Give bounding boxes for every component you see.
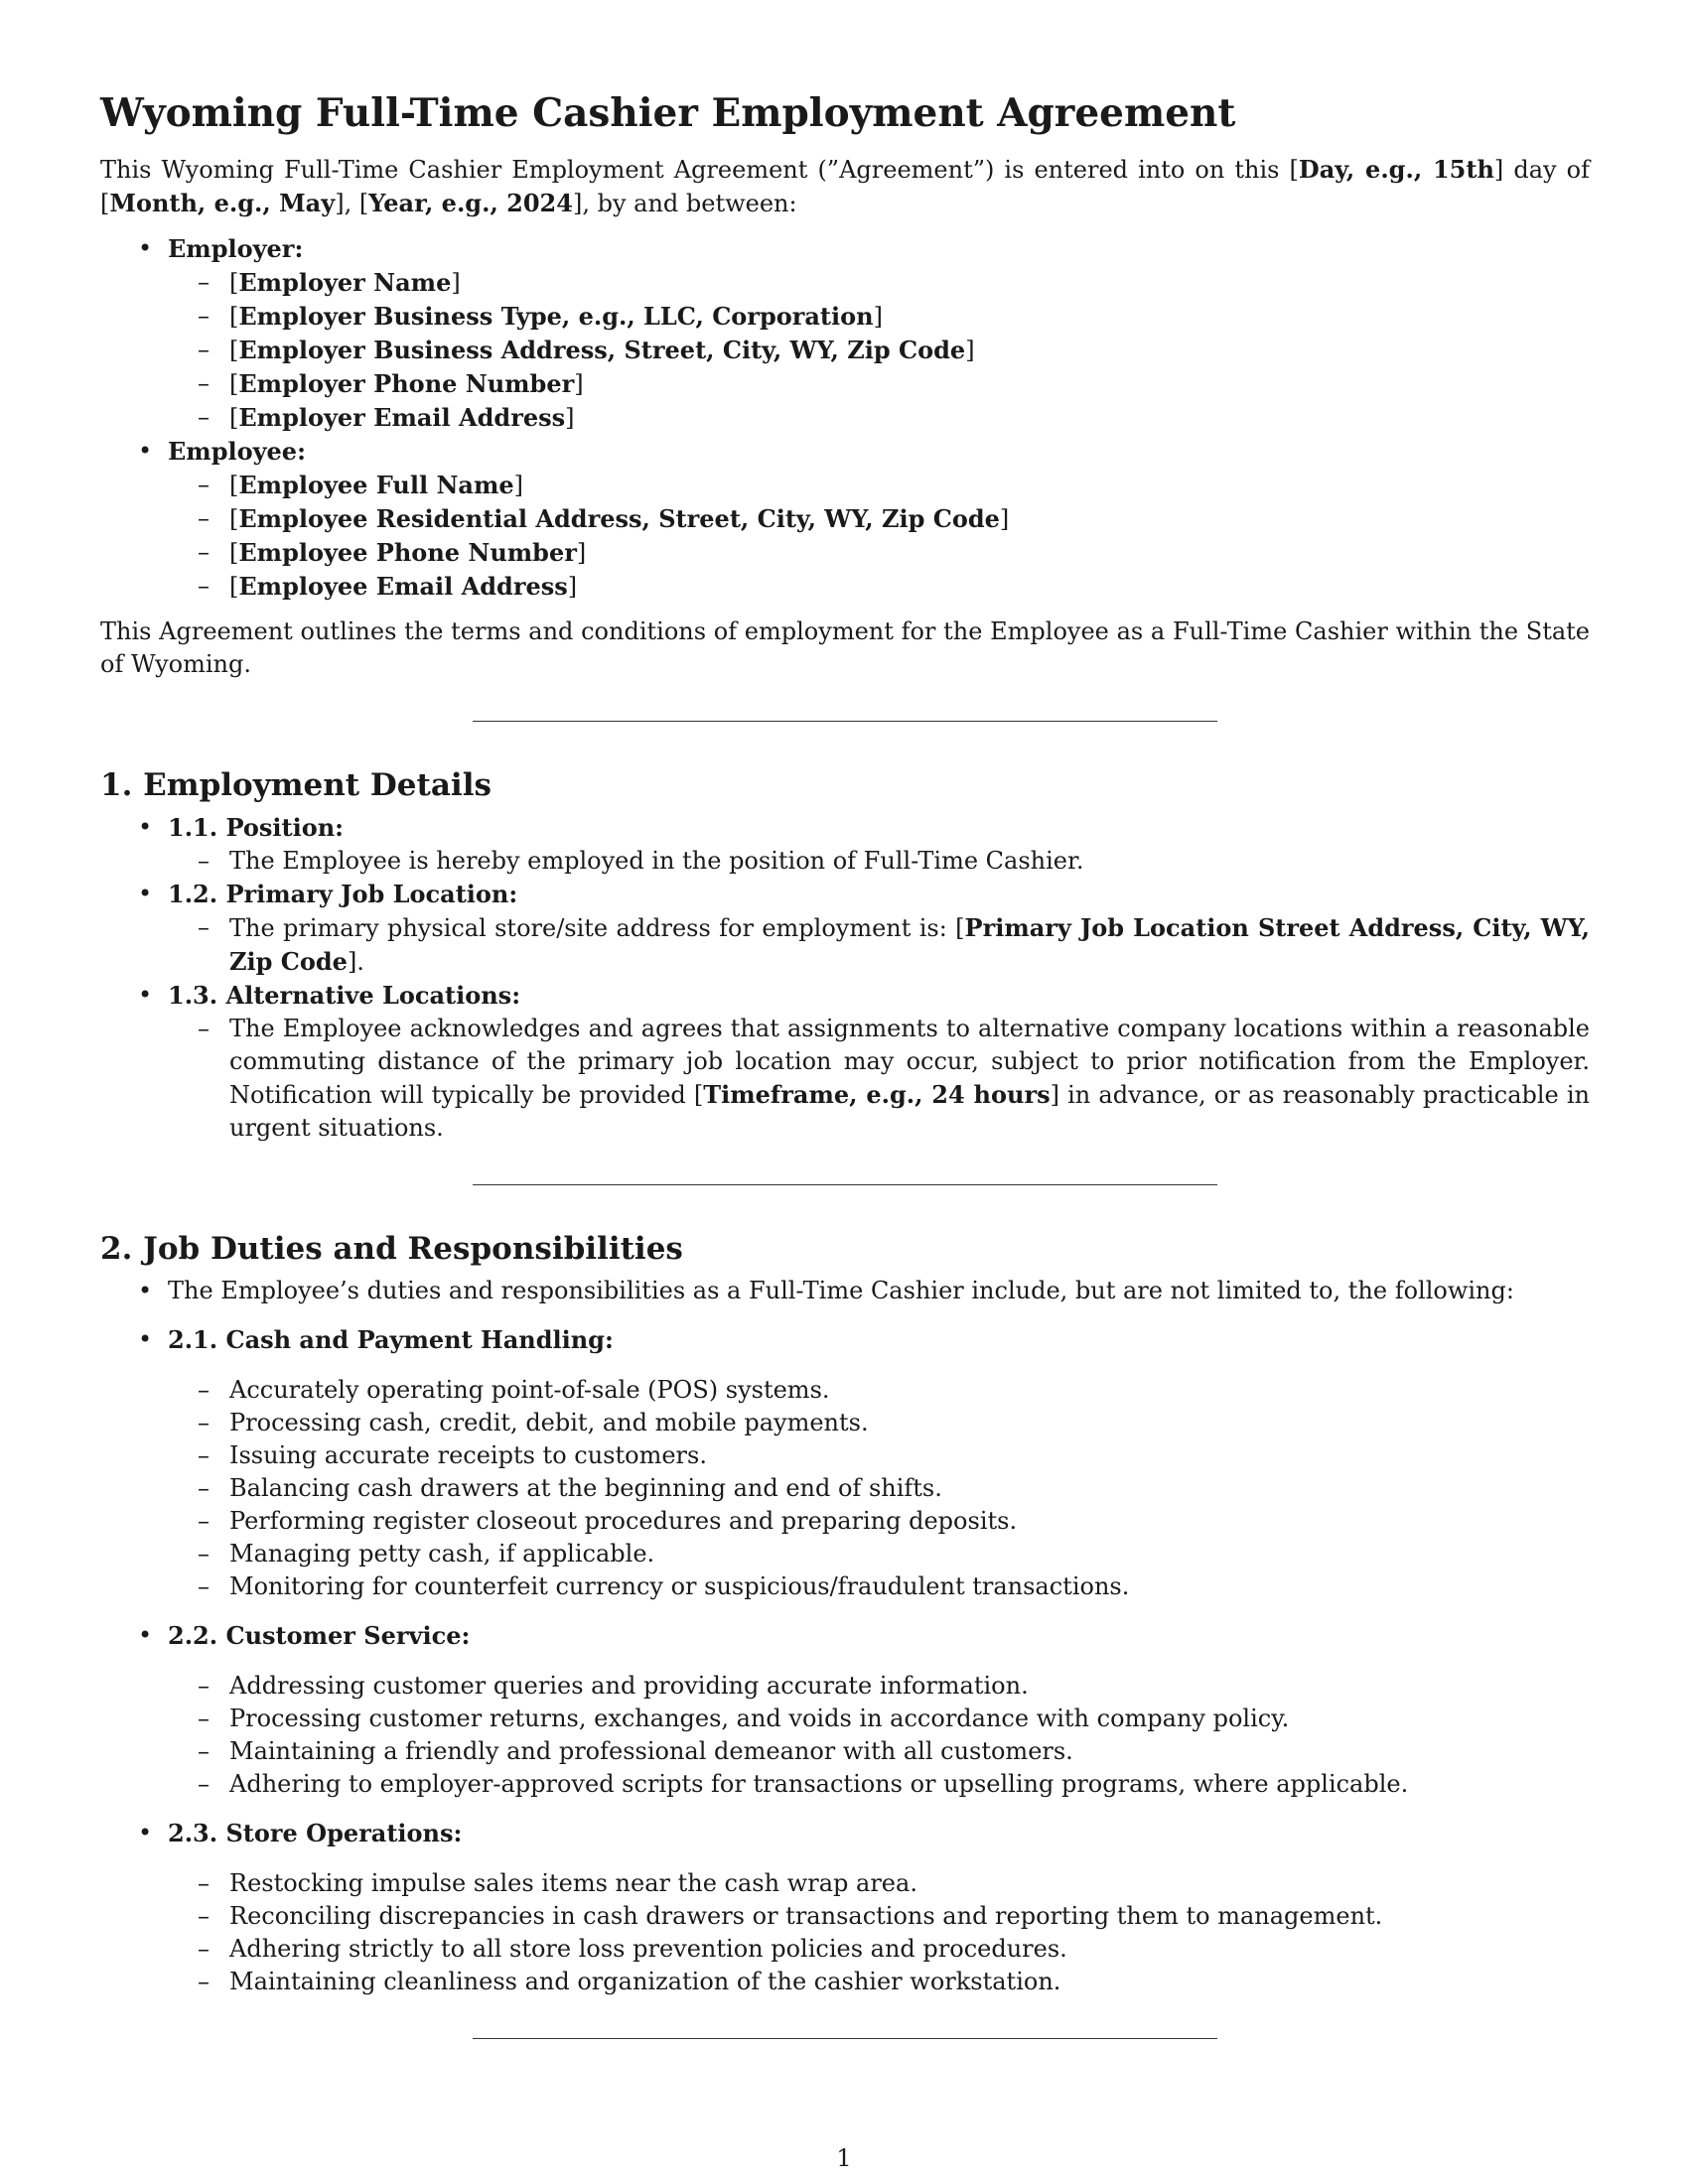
day-placeholder: Day, e.g., 15th: [1298, 155, 1494, 184]
employer-phone-placeholder: Employer Phone Number: [238, 369, 575, 398]
section-1-list: [100, 811, 1590, 1145]
list-item: – Restocking impulse sales items near the cash wrap area.: [100, 1867, 1590, 1900]
list-item: – Monitoring for counterfeit currency or suspicious/fraudulent transactions.: [100, 1570, 1590, 1603]
list-item: [100, 979, 1590, 1145]
list-item: – Processing customer returns, exchanges, and voids in accordance with company policy.: [100, 1703, 1590, 1735]
employee-name-placeholder: Employee Full Name: [238, 471, 514, 499]
list-item: – Maintaining cleanliness and organization of the cashier workstation.: [100, 1966, 1590, 1998]
employee-email-placeholder: Employee Email Address: [238, 572, 568, 601]
employee-entry: [100, 435, 1590, 604]
list-item: – [Employee Residential Address, Street, City, WY, Zip Code]: [100, 502, 1590, 536]
list-item: – [Employer Business Address, Street, City, WY, Zip Code]: [100, 334, 1590, 367]
list-item: – The primary physical store/site address for employment is: [Primary Job Location Street Address, City, WY, Zip Code].: [100, 911, 1590, 979]
alt-locations-label: 1.3. Alternative Locations:: [168, 981, 521, 1010]
list-item: – Reconciling discrepancies in cash drawers or transactions and reporting them to management.: [100, 1900, 1590, 1933]
document-page: [100, 81, 1590, 2039]
section-2-heading: 2. Job Duties and Responsibilities: [100, 1231, 683, 1267]
employer-details: [168, 266, 1590, 435]
employee-details: [168, 469, 1590, 604]
list-item: – Adhering to employer-approved scripts for transactions or upselling programs, where applicable.: [100, 1768, 1590, 1801]
customer-service-items: [168, 1670, 1590, 1801]
store-operations-items: [168, 1867, 1590, 1998]
employee-phone-placeholder: Employee Phone Number: [238, 538, 577, 567]
list-item: [100, 878, 1590, 979]
list-item: – [Employee Full Name]: [100, 469, 1590, 502]
location-details: [168, 911, 1590, 979]
document-title: Wyoming Full-Time Cashier Employment Agreement: [100, 90, 1236, 136]
list-item: – Performing register closeout procedures and preparing deposits.: [100, 1505, 1590, 1538]
list-item: – [Employer Name]: [100, 266, 1590, 300]
alt-text: in advance, or as reasonably practicable in urgent situations.: [229, 1081, 1591, 1142]
list-item: [100, 1323, 1590, 1603]
intro-text: day of: [1503, 156, 1590, 184]
list-item: – [Employer Business Type, e.g., LLC, Corporation]: [100, 300, 1590, 334]
intro-text: , by and between:: [582, 190, 797, 217]
employer-email-placeholder: Employer Email Address: [238, 403, 566, 432]
location-placeholder: Primary Job Location Street Address, City, WY, Zip Code: [229, 913, 1590, 976]
list-item: [100, 1817, 1590, 1998]
employer-label: Employer:: [168, 234, 304, 263]
intro-paragraph: This Wyoming Full-Time Cashier Employment Agreement (”Agreement”) is entered into on this [Day, e.g., 15th] day of [Month, e.g., May], [Year, e.g., 2024], by and between:: [100, 155, 1590, 217]
list-item: [100, 1619, 1590, 1801]
page-number: 1: [836, 2144, 852, 2172]
list-item: – [Employer Email Address]: [100, 401, 1590, 435]
employer-address-placeholder: Employer Business Address, Street, City, WY, Zip Code: [238, 336, 966, 364]
customer-service-label: 2.2. Customer Service:: [168, 1621, 471, 1650]
employer-entry: [100, 232, 1590, 435]
list-item: – Managing petty cash, if applicable.: [100, 1538, 1590, 1570]
timeframe-placeholder: Timeframe, e.g., 24 hours: [703, 1080, 1051, 1109]
list-item: – Balancing cash drawers at the beginning and end of shifts.: [100, 1472, 1590, 1505]
position-label: 1.1. Position:: [168, 813, 345, 842]
employee-label: Employee:: [168, 437, 306, 466]
location-text: The primary physical store/site address for employment is:: [229, 914, 956, 942]
list-item: – [Employee Phone Number]: [100, 536, 1590, 570]
position-details: [168, 845, 1590, 878]
section-1-heading: 1. Employment Details: [100, 767, 492, 803]
alt-text: The Employee acknowledges and agrees that assignments to alternative company locations within a reasonable commuting distance of the primary job location may occur, subject to prior notification from the Employer. Notification will typically be provided: [229, 1015, 1590, 1109]
section-divider: [473, 2038, 1217, 2039]
list-item: – Addressing customer queries and providing accurate information.: [100, 1670, 1590, 1703]
list-item: – Adhering strictly to all store loss prevention policies and procedures.: [100, 1933, 1590, 1966]
store-operations-label: 2.3. Store Operations:: [168, 1819, 463, 1847]
section-2-list: [100, 1275, 1590, 1998]
list-item: – Processing cash, credit, debit, and mobile payments.: [100, 1407, 1590, 1439]
list-item: – Maintaining a friendly and professional demeanor with all customers.: [100, 1735, 1590, 1768]
employer-type-placeholder: Employer Business Type, e.g., LLC, Corporation: [238, 302, 874, 331]
parties-list: [100, 232, 1590, 604]
alt-locations-details: [168, 1013, 1590, 1145]
cash-handling-items: [168, 1374, 1590, 1603]
location-label: 1.2. Primary Job Location:: [168, 880, 518, 908]
list-item: [100, 811, 1590, 878]
intro-text: ,: [344, 190, 359, 217]
list-item: – [Employee Email Address]: [100, 570, 1590, 604]
outline-paragraph: This Agreement outlines the terms and conditions of employment for the Employee as a Full-Time Cashier within the State of Wyoming.: [100, 617, 1590, 678]
list-item: – [Employer Phone Number]: [100, 367, 1590, 401]
employer-name-placeholder: Employer Name: [238, 268, 452, 297]
list-item: – Issuing accurate receipts to customers.: [100, 1439, 1590, 1472]
year-placeholder: Year, e.g., 2024: [368, 189, 573, 217]
intro-text: This Wyoming Full-Time Cashier Employment Agreement (”Agreement”) is entered into on this: [100, 156, 1290, 184]
list-item: – The Employee is hereby employed in the position of Full-Time Cashier.: [100, 845, 1590, 878]
list-item: – The Employee acknowledges and agrees that assignments to alternative company locations within a reasonable commuting distance of the primary job location may occur, subject to prior notification from the Employer. Notification will typically be provided [Timeframe, e.g., 24 hours] in advance, or as reasonably practicable in urgent situations.: [100, 1013, 1590, 1145]
employee-address-placeholder: Employee Residential Address, Street, City, WY, Zip Code: [238, 504, 1000, 533]
list-item: • The Employee’s duties and responsibilities as a Full-Time Cashier include, but are not limited to, the following:: [100, 1275, 1590, 1307]
cash-handling-label: 2.1. Cash and Payment Handling:: [168, 1325, 614, 1354]
month-placeholder: Month, e.g., May: [109, 189, 336, 217]
list-item: – Accurately operating point-of-sale (POS) systems.: [100, 1374, 1590, 1407]
